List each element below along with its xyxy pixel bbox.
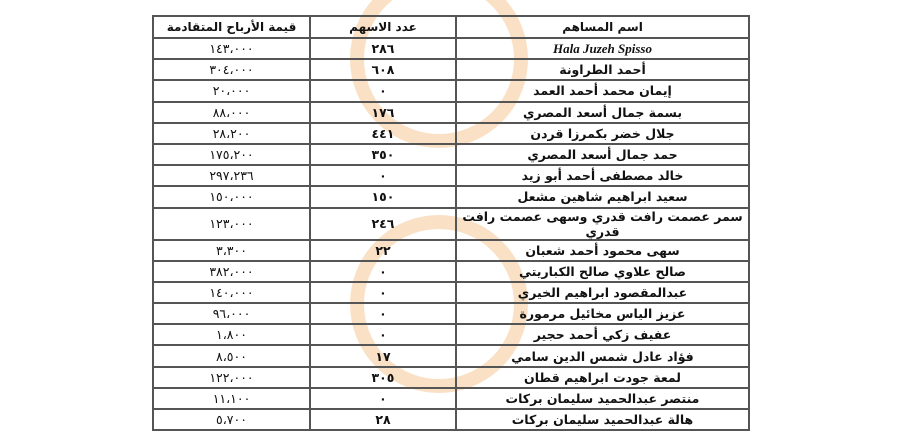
cell-name: منتصر عبدالحميد سليمان بركات: [456, 388, 749, 409]
table-row: [153, 38, 749, 59]
cell-name: بسمة جمال أسعد المصري: [456, 102, 749, 123]
table-row: [153, 409, 749, 430]
cell-shares: ١٧: [310, 345, 456, 366]
cell-dividends: ٣٨٢،٠٠٠: [153, 261, 310, 282]
table-row: [153, 324, 749, 345]
cell-shares: ٠: [310, 80, 456, 101]
cell-name: خالد مصطفى أحمد أبو زيد: [456, 165, 749, 186]
cell-shares: ٠: [310, 324, 456, 345]
table-row: [153, 186, 749, 207]
cell-dividends: ٣٠٤،٠٠٠: [153, 59, 310, 80]
cell-dividends: ١،٨٠٠: [153, 324, 310, 345]
cell-name: عزيز الياس مخائيل مرمورة: [456, 303, 749, 324]
header-shares: عدد الاسهم: [310, 16, 456, 38]
cell-shares: ٠: [310, 261, 456, 282]
table-row: [153, 240, 749, 261]
cell-name: لمعة جودت ابراهيم قطان: [456, 367, 749, 388]
table-header-row: [153, 16, 749, 38]
cell-dividends: ٢٠،٠٠٠: [153, 80, 310, 101]
cell-dividends: ٣،٣٠٠: [153, 240, 310, 261]
cell-dividends: ٨،٥٠٠: [153, 345, 310, 366]
cell-shares: ٠: [310, 282, 456, 303]
table-row: [153, 80, 749, 101]
table-row: [153, 165, 749, 186]
cell-dividends: ١٥٠،٠٠٠: [153, 186, 310, 207]
cell-name: عبدالمقصود ابراهيم الخيري: [456, 282, 749, 303]
cell-dividends: ٩٦،٠٠٠: [153, 303, 310, 324]
cell-shares: ٠: [310, 388, 456, 409]
cell-shares: ٠: [310, 303, 456, 324]
cell-name: Hala Juzeh Spisso: [456, 38, 749, 59]
cell-shares: ٢٢: [310, 240, 456, 261]
table-row: [153, 282, 749, 303]
cell-dividends: ٢٨،٢٠٠: [153, 123, 310, 144]
header-name: اسم المساهم: [456, 16, 749, 38]
cell-dividends: ١١،١٠٠: [153, 388, 310, 409]
cell-dividends: ٢٩٧،٢٣٦: [153, 165, 310, 186]
cell-name: سهى محمود أحمد شعبان: [456, 240, 749, 261]
cell-shares: ١٧٦: [310, 102, 456, 123]
table-row: [153, 388, 749, 409]
table-row: [153, 367, 749, 388]
cell-shares: ١٥٠: [310, 186, 456, 207]
cell-dividends: ١٤٠،٠٠٠: [153, 282, 310, 303]
shareholders-table: [152, 15, 750, 431]
cell-shares: ٠: [310, 165, 456, 186]
cell-dividends: ١٤٣،٠٠٠: [153, 38, 310, 59]
table-row: [153, 144, 749, 165]
cell-shares: ٢٨: [310, 409, 456, 430]
cell-name: هالة عبدالحميد سليمان بركات: [456, 409, 749, 430]
table-row: [153, 102, 749, 123]
table-row: [153, 261, 749, 282]
table-row: [153, 303, 749, 324]
cell-name: جلال خضر بكمرزا قردن: [456, 123, 749, 144]
cell-shares: ٦٠٨: [310, 59, 456, 80]
cell-shares: ٤٤١: [310, 123, 456, 144]
cell-shares: ٢٤٦: [310, 208, 456, 240]
table-row: [153, 123, 749, 144]
header-dividends: قيمة الأرباح المتقادمة: [153, 16, 310, 38]
cell-dividends: ١٢٣،٠٠٠: [153, 208, 310, 240]
cell-name: فؤاد عادل شمس الدين سامي: [456, 345, 749, 366]
cell-name: سعيد ابراهيم شاهين مشعل: [456, 186, 749, 207]
cell-name: حمد جمال أسعد المصري: [456, 144, 749, 165]
table-row: [153, 59, 749, 80]
cell-name: عفيف زكي أحمد حجير: [456, 324, 749, 345]
cell-dividends: ٥،٧٠٠: [153, 409, 310, 430]
cell-dividends: ٨٨،٠٠٠: [153, 102, 310, 123]
cell-name: سمر عصمت رافت قدري وسهى عصمت رافت قدري: [456, 208, 749, 240]
cell-shares: ٣٠٥: [310, 367, 456, 388]
cell-name: أحمد الطراونة: [456, 59, 749, 80]
cell-shares: ٢٨٦: [310, 38, 456, 59]
cell-shares: ٣٥٠: [310, 144, 456, 165]
table-row: [153, 208, 749, 240]
cell-name: صالح علاوي صالح الكباريتي: [456, 261, 749, 282]
cell-name: إيمان محمد أحمد العمد: [456, 80, 749, 101]
cell-dividends: ١٢٢،٠٠٠: [153, 367, 310, 388]
cell-dividends: ١٧٥،٢٠٠: [153, 144, 310, 165]
table-row: [153, 345, 749, 366]
